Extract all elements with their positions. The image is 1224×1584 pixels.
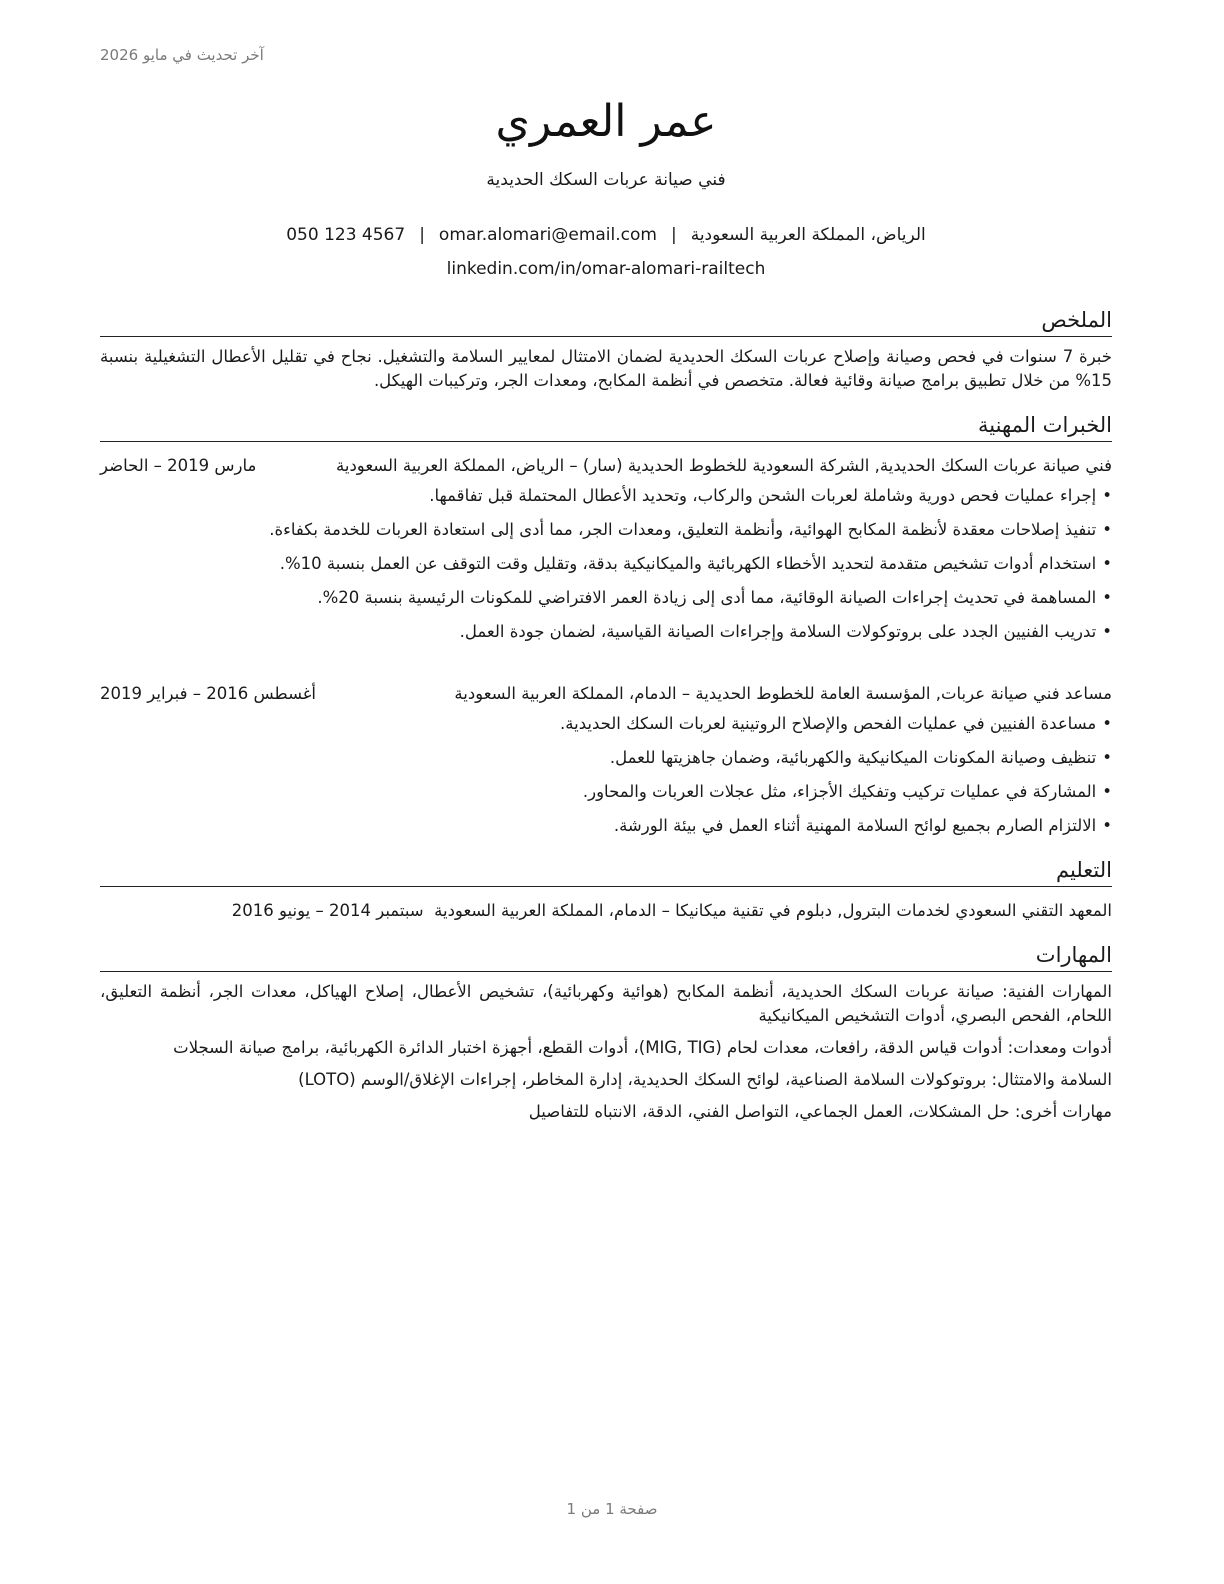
list-item (100, 552, 1112, 576)
list-item (100, 712, 1112, 736)
bullet-text: مساعدة الفنيين في عمليات الفحص والإصلاح الروتينية لعربات السكك الحديدية. (560, 714, 1097, 733)
education-dates: سبتمبر 2014 – يونيو 2016 (231, 901, 424, 920)
bullet-text: إجراء عمليات فحص دورية وشاملة لعربات الشحن والركاب، وتحديد الأعطال المحتملة قبل تفاقمها. (429, 486, 1097, 505)
bullet-glyph: • (1102, 554, 1112, 573)
job-header (100, 682, 1112, 706)
job-dates: مارس 2019 – الحاضر (100, 456, 257, 475)
contact-info (100, 218, 1112, 286)
bullet-glyph: • (1102, 520, 1112, 539)
bullet-text: المشاركة في عمليات تركيب وتفكيك الأجزاء، مثل عجلات العربات والمحاور. (582, 782, 1097, 801)
job-entry (100, 454, 1112, 644)
skill-line-other: مهارات أخرى: حل المشكلات، العمل الجماعي، التواصل الفني، الدقة، الانتباه للتفاصيل (528, 1102, 1112, 1121)
education-institution: المعهد التقني السعودي لخدمات البترول, دبلوم في تقنية ميكانيكا – الدمام، المملكة العربية السعودية (434, 901, 1112, 920)
bullet-glyph: • (1102, 622, 1112, 641)
experience-heading: الخبرات المهنية (100, 411, 1112, 442)
summary-text: خبرة 7 سنوات في فحص وصيانة وإصلاح عربات السكك الحديدية لضمان الامتثال لمعايير السلامة والتشغيل. نجاح في تقليل الأعطال التشغيلية بنسبة 15% من خلال تطبيق برامج صيانة وقائية فعالة. متخصص في أنظمة المكابح، ومعدات الجر، وتركيبات الهيكل. (100, 347, 1112, 390)
education-entry (100, 899, 1112, 923)
list-item (100, 814, 1112, 838)
bullet-glyph: • (1102, 486, 1112, 505)
phone-number: 050 123 4567 (286, 225, 406, 245)
location: الرياض، المملكة العربية السعودية (690, 225, 926, 245)
list-item (100, 518, 1112, 542)
job-entry (100, 682, 1112, 838)
candidate-name: عمر العمري (495, 96, 717, 147)
job-role-company: فني صيانة عربات السكك الحديدية, الشركة السعودية للخطوط الحديدية (سار) – الرياض، المملكة العربية السعودية (336, 456, 1112, 475)
bullet-text: الالتزام الصارم بجميع لوائح السلامة المهنية أثناء العمل في بيئة الورشة. (613, 816, 1097, 835)
bullet-text: تنظيف وصيانة المكونات الميكانيكية والكهربائية، وضمان جاهزيتها للعمل. (609, 748, 1097, 767)
list-item (100, 780, 1112, 804)
skills-heading: المهارات (100, 941, 1112, 972)
job-bullets (100, 712, 1112, 838)
skill-line-safety: السلامة والامتثال: بروتوكولات السلامة الصناعية، لوائح السكك الحديدية، إدارة المخاطر، إجراءات الإغلاق/الوسم (LOTO) (298, 1070, 1112, 1089)
linkedin-link[interactable]: linkedin.com/in/omar-alomari-railtech (446, 259, 766, 279)
bullet-glyph: • (1102, 748, 1112, 767)
bullet-text: استخدام أدوات تشخيص متقدمة لتحديد الأخطاء الكهربائية والميكانيكية بدقة، وتقليل وقت التوقف عن العمل بنسبة 10%. (279, 554, 1097, 573)
job-title: فني صيانة عربات السكك الحديدية (486, 170, 726, 190)
bullet-text: المساهمة في تحديث إجراءات الصيانة الوقائية، مما أدى إلى زيادة العمر الافتراضي للمكونات الرئيسية بنسبة 20%. (317, 588, 1097, 607)
page-number: صفحة 1 من 1 (566, 1500, 658, 1518)
bullet-glyph: • (1102, 714, 1112, 733)
list-item (100, 586, 1112, 610)
education-heading: التعليم (100, 856, 1112, 887)
job-role-company: مساعد فني صيانة عربات, المؤسسة العامة للخطوط الحديدية – الدمام، المملكة العربية السعودية (454, 684, 1112, 703)
job-header (100, 454, 1112, 478)
bullet-glyph: • (1102, 782, 1112, 801)
list-item (100, 746, 1112, 770)
list-item (100, 620, 1112, 644)
resume-page (100, 92, 1112, 1124)
contact-line (100, 218, 1112, 252)
job-dates: أغسطس 2016 – فبراير 2019 (100, 684, 316, 703)
last-updated-note: آخر تحديث في مايو 2026 (100, 46, 264, 64)
bullet-text: تنفيذ إصلاحات معقدة لأنظمة المكابح الهوائية، وأنظمة التعليق، ومعدات الجر، مما أدى إلى استعادة العربات للخدمة بكفاءة. (269, 520, 1097, 539)
contact-separator: | (419, 225, 425, 245)
list-item (100, 484, 1112, 508)
bullet-glyph: • (1102, 816, 1112, 835)
skill-line-technical: المهارات الفنية: صيانة عربات السكك الحديدية، أنظمة المكابح (هوائية وكهربائية)، تشخيص الأعطال، إصلاح الهياكل، معدات الجر، أنظمة التعليق، اللحام، الفحص البصري، أدوات التشخيص الميكانيكية (100, 982, 1112, 1025)
contact-separator: | (670, 225, 677, 245)
bullet-text: تدريب الفنيين الجدد على بروتوكولات السلامة وإجراءات الصيانة القياسية، لضمان جودة العمل. (459, 622, 1097, 641)
email-link[interactable]: omar.alomari@email.com (438, 225, 657, 245)
summary-heading: الملخص (100, 306, 1112, 337)
job-bullets (100, 484, 1112, 644)
bullet-glyph: • (1102, 588, 1112, 607)
skill-line-tools: أدوات ومعدات: أدوات قياس الدقة، رافعات، معدات لحام (MIG, TIG)، أدوات القطع، أجهزة اختبار الدائرة الكهربائية، برامج صيانة السجلات (173, 1038, 1112, 1057)
